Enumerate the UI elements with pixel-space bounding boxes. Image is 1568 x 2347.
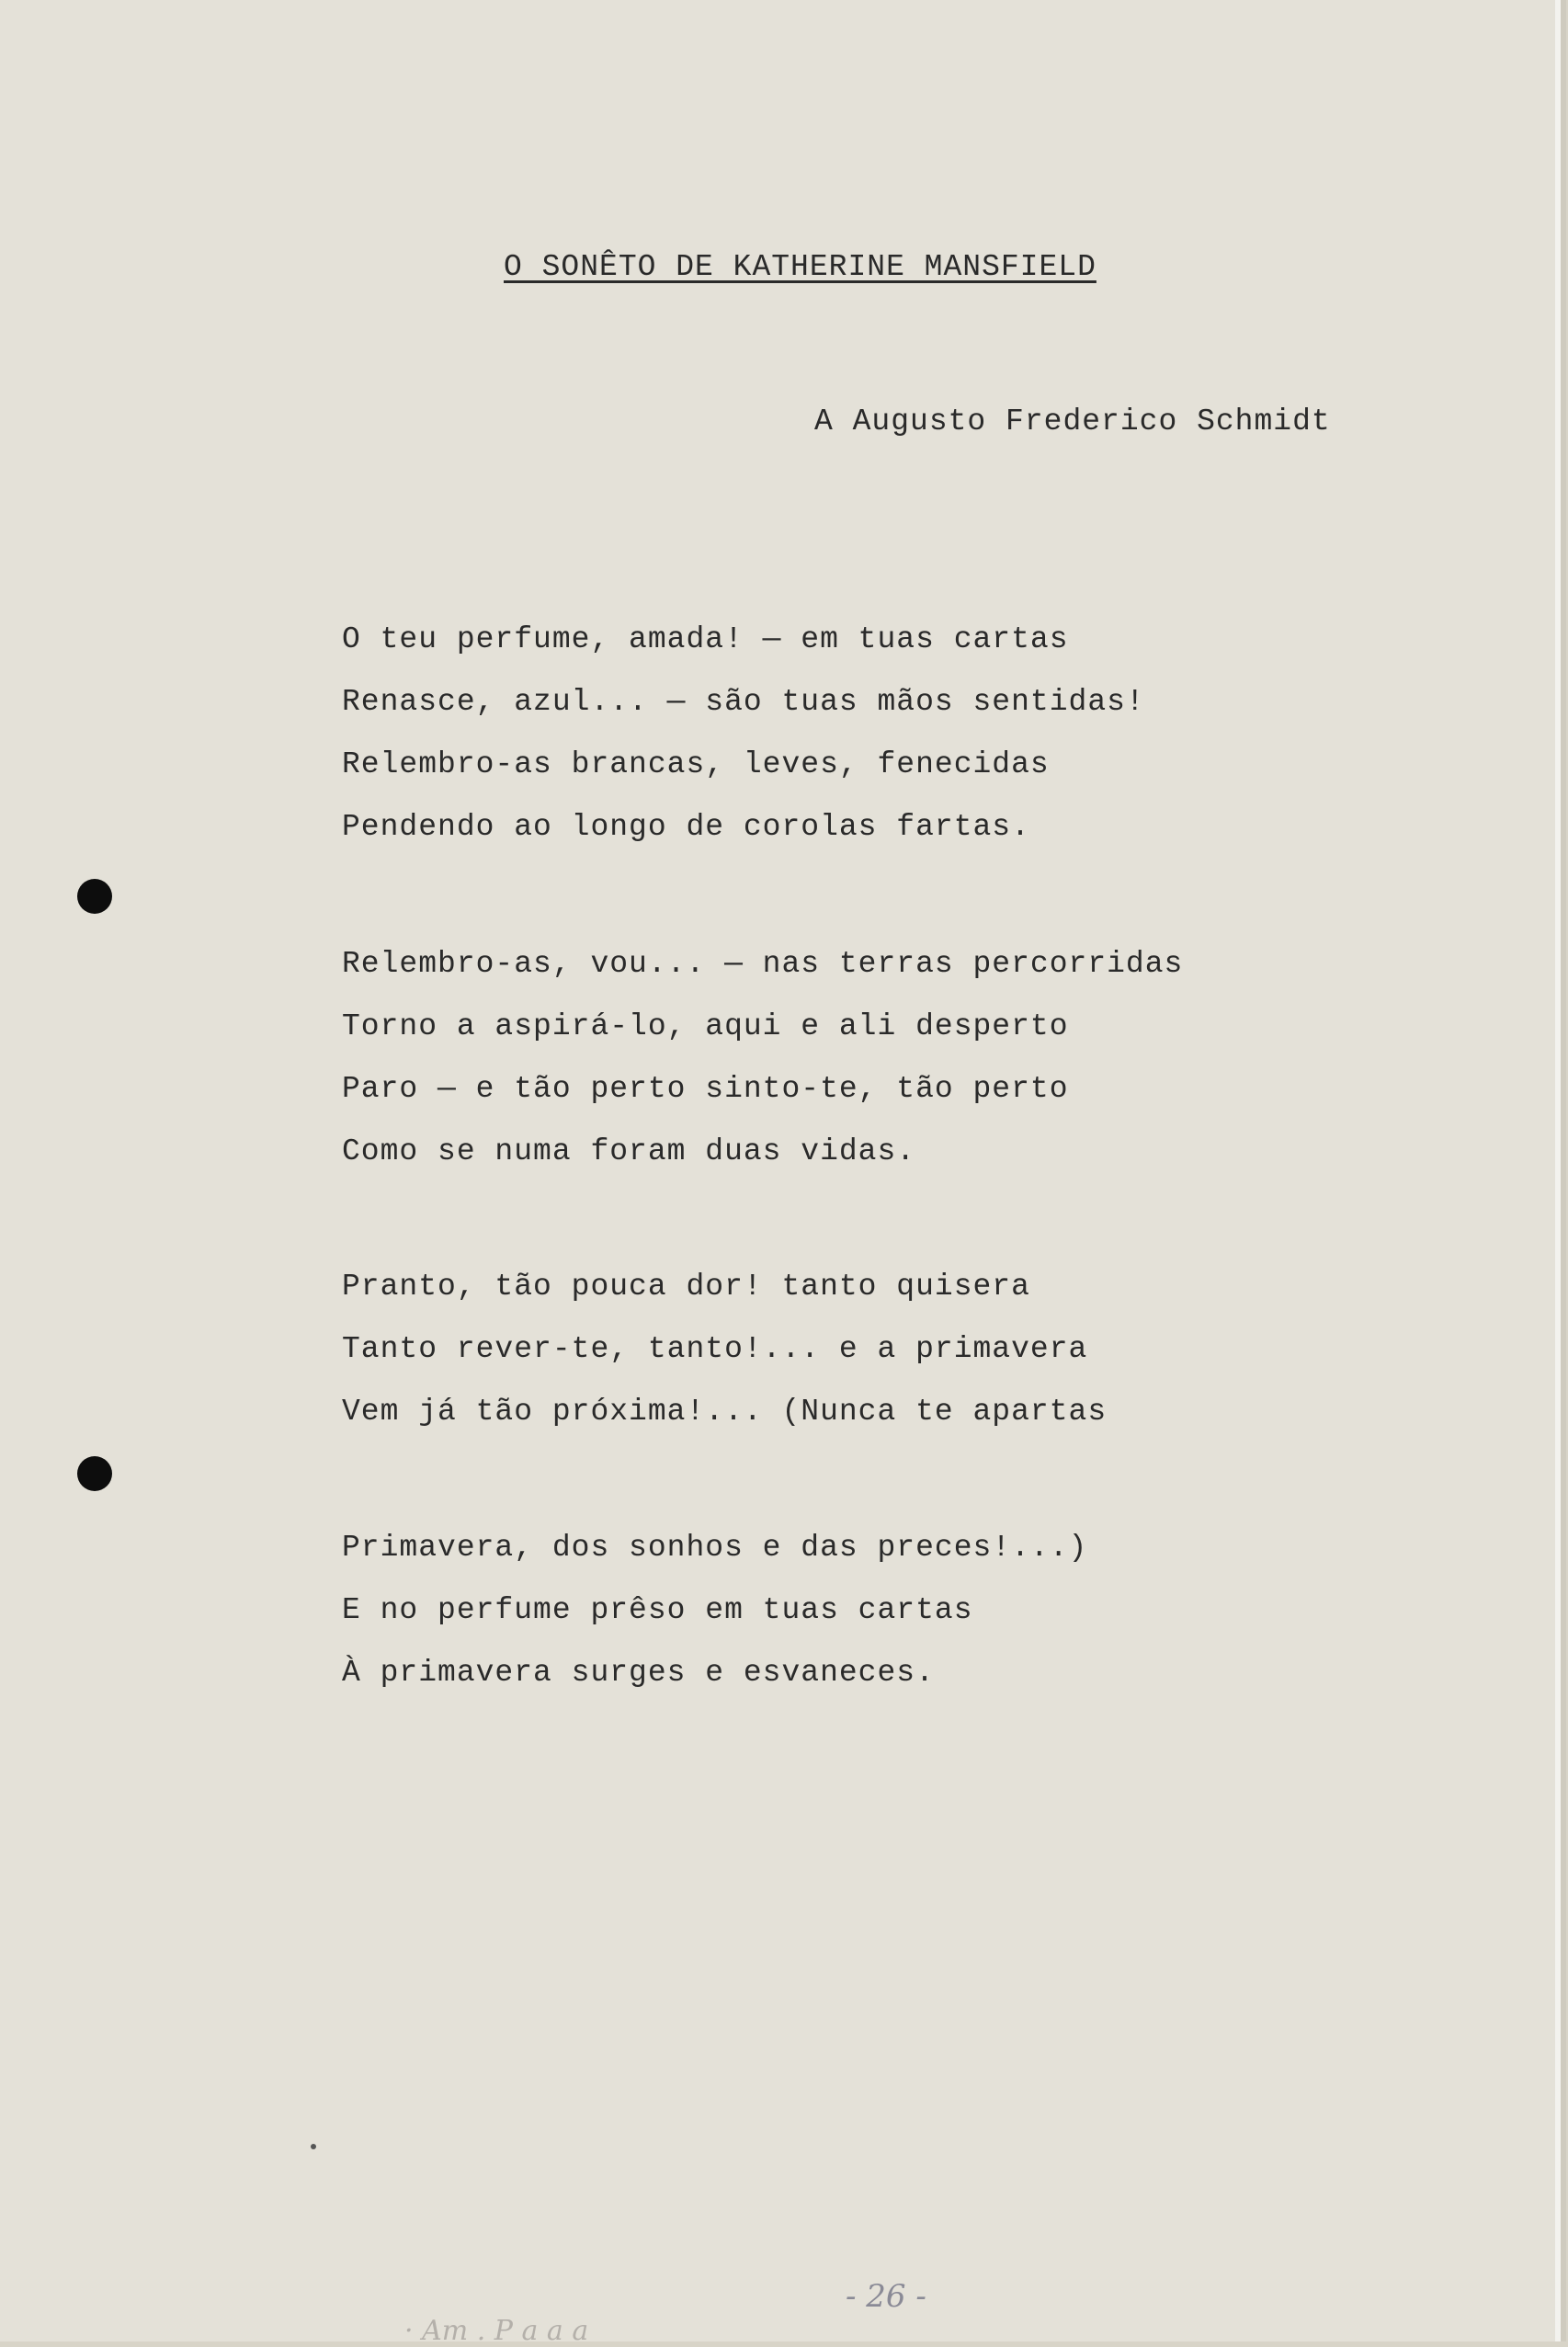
stanza-3 xyxy=(342,1256,1107,1443)
poem-line: O teu perfume, amada! — em tuas cartas xyxy=(342,622,1069,656)
stanza-4 xyxy=(342,1517,1087,1704)
poem-line: Primavera, dos sonhos e das preces!...) xyxy=(342,1531,1088,1565)
punch-hole-upper xyxy=(77,879,112,914)
punch-hole-lower xyxy=(77,1456,112,1491)
poem-line: Como se numa foram duas vidas. xyxy=(342,1134,916,1168)
page-number: - 26 - xyxy=(846,2278,926,2315)
poem-title: O SONÊTO DE KATHERINE MANSFIELD xyxy=(504,250,1096,284)
stanza-1 xyxy=(342,609,1145,859)
poem-line: Renasce, azul... — são tuas mãos sentidas! xyxy=(342,685,1145,719)
poem-line: Tanto rever-te, tanto!... e a primavera xyxy=(342,1332,1088,1366)
poem-line: Torno a aspirá-lo, aqui e ali desperto xyxy=(342,1009,1069,1043)
paper-speck xyxy=(311,2144,316,2149)
poem-line: Pendendo ao longo de corolas fartas. xyxy=(342,810,1030,844)
poem-line: À primavera surges e esvaneces. xyxy=(342,1656,935,1690)
stanza-2 xyxy=(342,933,1183,1183)
handwritten-note: · Am . P a a a xyxy=(404,2315,589,2347)
poem-line: Paro — e tão perto sinto-te, tão perto xyxy=(342,1072,1069,1106)
poem-dedication: A Augusto Frederico Schmidt xyxy=(814,404,1331,439)
poem-line: Pranto, tão pouca dor! tanto quisera xyxy=(342,1270,1030,1304)
poem-line: E no perfume prêso em tuas cartas xyxy=(342,1593,973,1627)
poem-line: Relembro-as brancas, leves, fenecidas xyxy=(342,747,1050,781)
poem-line: Vem já tão próxima!... (Nunca te apartas xyxy=(342,1395,1108,1429)
poem-line: Relembro-as, vou... — nas terras percorridas xyxy=(342,947,1184,981)
